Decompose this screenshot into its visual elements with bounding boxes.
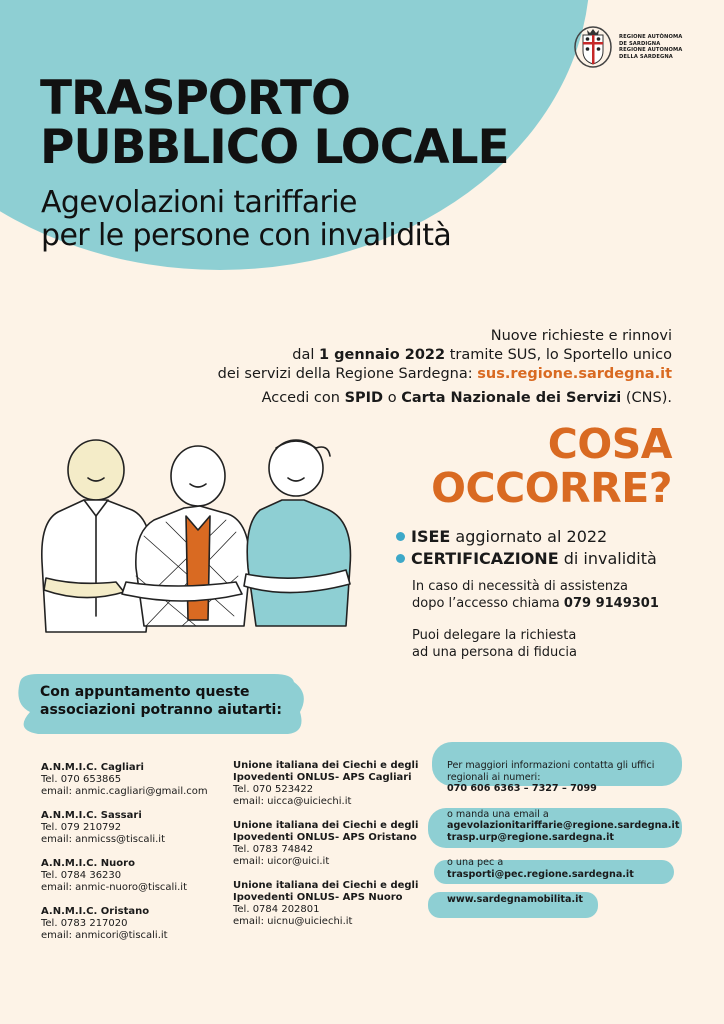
page-title	[40, 71, 509, 175]
subtitle-line-1: Agevolazioni tariffarie	[41, 185, 357, 220]
list-item: A.N.M.I.C. Oristano Tel. 0783 217020 email: anmicori@tiscali.it	[41, 906, 168, 941]
cns-label: Carta Nazionale dei Servizi	[401, 390, 622, 406]
cosa-line-1: COSA	[547, 420, 672, 468]
list-item: A.N.M.I.C. Nuoro Tel. 0784 36230 email: anmic-nuoro@tiscali.it	[41, 858, 187, 893]
logo-line-3: REGIONE AUTONOMA	[619, 47, 683, 53]
bullet-icon	[396, 554, 405, 563]
email-link-2[interactable]: trasp.urp@regione.sardegna.it	[447, 831, 614, 843]
intro-line-2: dal 1 gennaio 2022 tramite SUS, lo Sportello unico	[292, 347, 672, 363]
access-line: Accedi con SPID o Carta Nazionale dei Servizi (CNS).	[261, 390, 672, 406]
cosa-line-2: OCCORRE?	[431, 464, 672, 512]
start-date: 1 gennaio 2022	[318, 347, 446, 363]
title-line-2: PUBBLICO LOCALE	[40, 120, 509, 175]
intro-line-3: dei servizi della Regione Sardegna: sus.regione.sardegna.it	[217, 366, 672, 382]
bullet-icon	[396, 532, 405, 541]
pec-link[interactable]: trasporti@pec.regione.sardegna.it	[447, 868, 634, 880]
requirement-item: CERTIFICAZIONE di invalidità	[396, 548, 657, 570]
logo-line-4: DELLA SARDEGNA	[619, 53, 673, 60]
website-link[interactable]: www.sardegnamobilita.it	[447, 894, 583, 905]
list-item: Unione italiana dei Ciechi e degli Ipovedenti ONLUS- APS Nuoro Tel. 0784 202801 email: uicnu@uiciechi.it	[233, 880, 419, 927]
title-line-1: TRASPORTO	[40, 71, 350, 126]
intro-text	[218, 327, 672, 408]
delegate-note: Puoi delegare la richiesta ad una persona di fiducia	[412, 628, 577, 660]
info-box: Per maggiori informazioni contatta gli uffici regionali ai numeri: 070 606 6363 – 7327 – 7099 o manda una email a agevolazionitariffarie@regione.sardegna.it trasp.urp@regione.sardegna.it o una pec a trasporti@pec.regione.sardegna.it www.sardegnamobilita.it	[447, 760, 680, 905]
info-phone-numbers[interactable]: 070 606 6363 – 7327 – 7099	[447, 783, 597, 794]
sus-link[interactable]: sus.regione.sardegna.it	[477, 366, 672, 382]
page-subtitle	[41, 186, 451, 252]
intro-line-1: Nuove richieste e rinnovi	[490, 328, 672, 344]
three-people-illustration	[26, 436, 356, 646]
uici-list	[233, 760, 423, 940]
email-link-1[interactable]: agevolazionitariffarie@regione.sardegna.it	[447, 820, 680, 831]
anmic-list	[41, 762, 208, 954]
list-item: A.N.M.I.C. Cagliari Tel. 070 653865 email: anmic.cagliari@gmail.com	[41, 762, 208, 797]
requirements-list	[396, 526, 657, 570]
assistance-phone[interactable]: 079 9149301	[563, 596, 659, 611]
coat-of-arms-icon	[573, 25, 613, 69]
assistance-note: In caso di necessità di assistenza dopo l’accesso chiama 079 9149301	[412, 579, 659, 611]
subtitle-line-2: per le persone con invalidità	[41, 218, 452, 253]
logo-line-2: DE SARDIGNA	[619, 40, 661, 47]
list-item: Unione italiana dei Ciechi e degli Ipovedenti ONLUS- APS Cagliari Tel. 070 523422 email: uicca@uiciechi.it	[233, 760, 419, 807]
list-item: A.N.M.I.C. Sassari Tel. 079 210792 email: anmicss@tiscali.it	[41, 810, 165, 845]
associations-banner: Con appuntamento queste associazioni potranno aiutarti:	[40, 684, 282, 718]
list-item: Unione italiana dei Ciechi e degli Ipovedenti ONLUS- APS Oristano Tel. 0783 74842 email: uicor@uici.it	[233, 820, 419, 867]
logo-line-1: REGIONE AUTÒNOMA	[619, 34, 683, 40]
spid-label: SPID	[344, 390, 384, 406]
requirement-item: ISEE aggiornato al 2022	[396, 526, 657, 548]
cosa-occorre-heading	[431, 422, 672, 510]
regione-sardegna-logo	[573, 25, 682, 69]
